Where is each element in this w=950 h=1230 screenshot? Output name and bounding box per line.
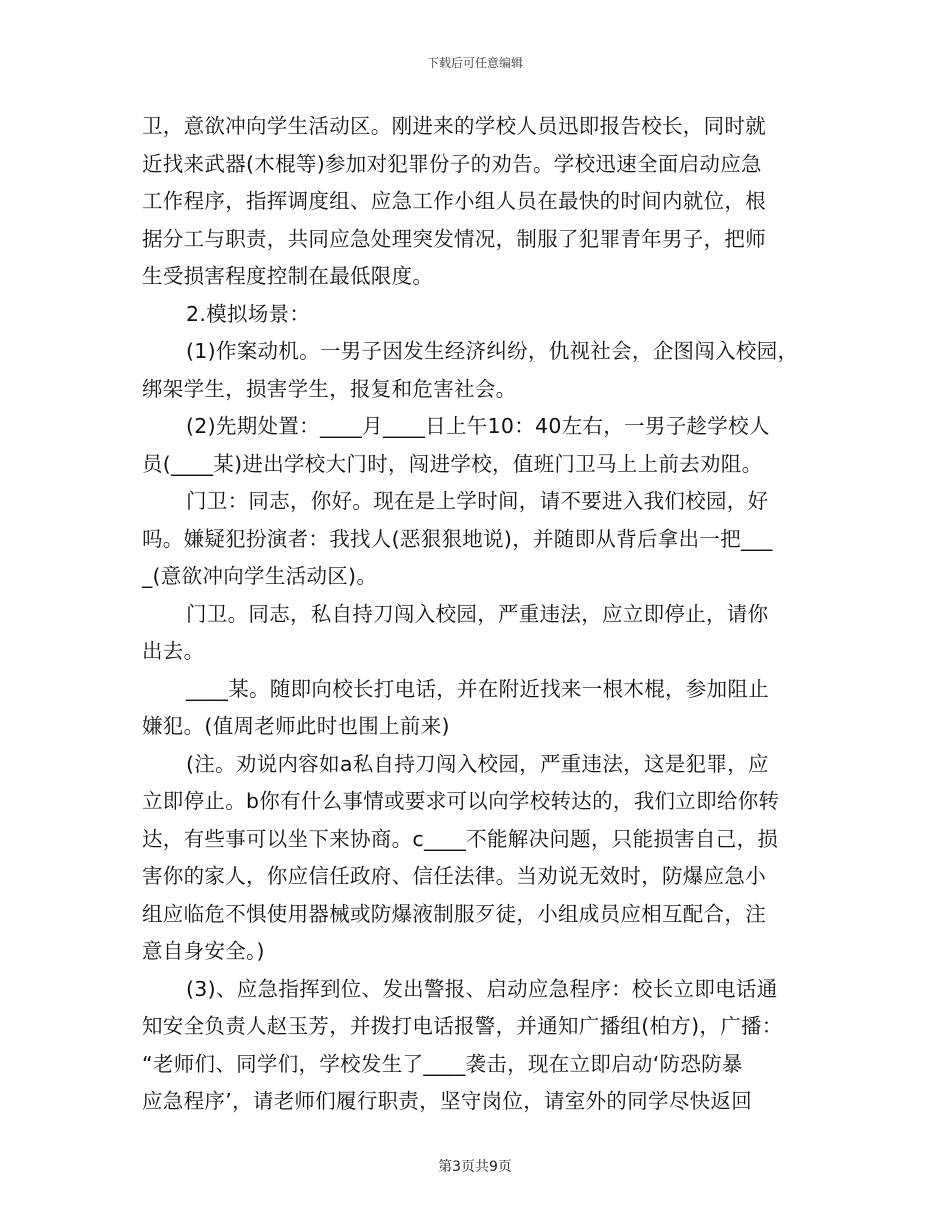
section-heading: 2.模拟场景：: [186, 301, 311, 326]
text-line: 知安全负责人赵玉芳，并拨打电话报警，并通知广播组(柏方)，广播：: [142, 1014, 783, 1038]
text-line: 门卫：同志，你好。现在是上学时间，请不要进入我们校园，好: [186, 489, 769, 513]
text-line: 出去。: [142, 639, 205, 663]
text-line: 应急程序’，请老师们履行职责，坚守岗位，请室外的同学尽快返回: [142, 1089, 753, 1113]
page-header: 下载后可任意编辑: [426, 56, 523, 70]
text-line: 绑架学生，损害学生，报复和危害社会。: [142, 376, 517, 401]
text-line: 害你的家人，你应信任政府、信任法律。当劝说无效时，防爆应急小: [142, 864, 766, 888]
text-line: 据分工与职责，共同应急处理突发情况，制服了犯罪青年男子，把师: [142, 226, 766, 251]
text-line: 嫌犯。(值周老师此时也围上前来): [142, 714, 450, 738]
text-line: (2)先期处置：____月____日上午10：40左右，一男子趁学校人: [186, 414, 770, 438]
text-line: “老师们、同学们，学校发生了____袭击，现在立即启动‘防恐防暴: [142, 1051, 743, 1076]
text-line: 员(____某)进出学校大门时，闯进学校，值班门卫马上上前去劝阻。: [142, 451, 763, 476]
text-line: 卫，意欲冲向学生活动区。刚进来的学校人员迅即报告校长，同时就: [142, 114, 766, 138]
text-line: 意自身安全。): [142, 939, 265, 963]
text-line: 组应临危不惧使用器械或防爆液制服歹徒，小组成员应相互配合，注: [142, 901, 766, 926]
text-line: (1)作案动机。一男子因发生经济纠纷，仇视社会，企图闯入校园，: [186, 339, 799, 363]
text-line: 门卫。同志，私自持刀闯入校园，严重违法，应立即停止，请你: [186, 601, 769, 626]
text-line: ____某。随即向校长打电话，并在附近找来一根木棍，参加阻止: [186, 676, 769, 701]
text-line: 立即停止。b你有什么事情或要求可以向学校转达的，我们立即给你转: [142, 789, 780, 813]
text-line: 达，有些事可以坐下来协商。c____不能解决问题，只能损害自己，损: [142, 826, 779, 851]
text-line: (注。劝说内容如a私自持刀闯入校园，严重违法，这是犯罪，应: [186, 751, 769, 776]
text-line: 生受损害程度控制在最低限度。: [142, 264, 434, 288]
page-number: 第3页共9页: [438, 1159, 512, 1175]
text-line: 近找来武器(木棍等)参加对犯罪份子的劝告。学校迅速全面启动应急: [142, 151, 762, 176]
text-line: (3)、应急指挥到位、发出警报、启动应急程序：校长立即电话通: [186, 976, 778, 1001]
text-line: _(意欲冲向学生活动区)。: [142, 564, 378, 588]
document-body: [142, 108, 812, 1121]
text-line: 吗。嫌疑犯扮演者：我找人(恶狠狠地说)，并随即从背后拿出一把___: [142, 526, 773, 551]
text-line: 工作程序，指挥调度组、应急工作小组人员在最快的时间内就位，根: [142, 189, 766, 213]
